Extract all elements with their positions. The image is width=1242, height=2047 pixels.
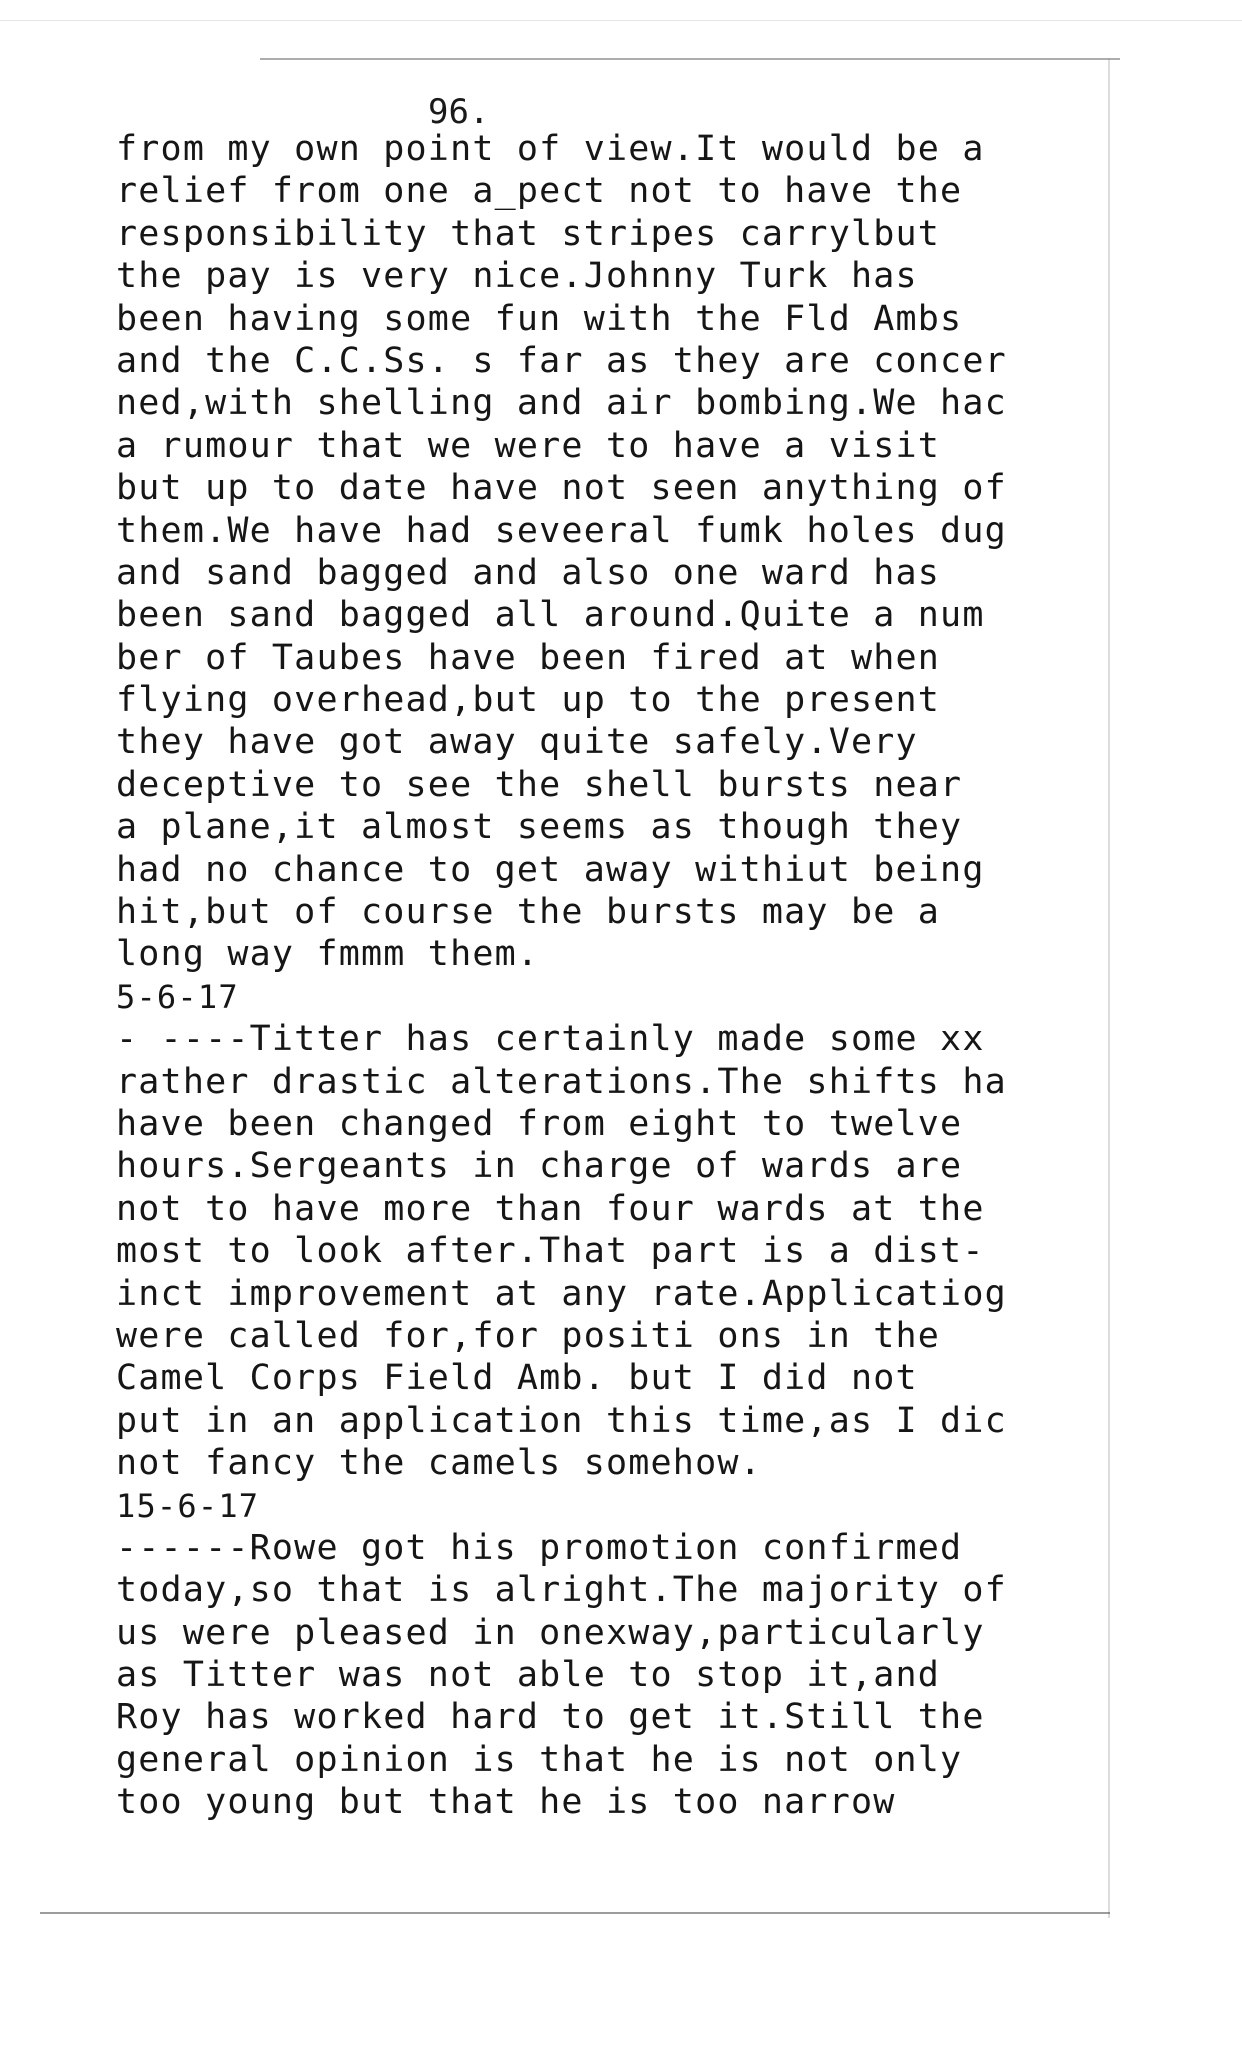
text-line: them.We have had seveeral fumk holes dug	[116, 510, 1007, 551]
text-line: not to have more than four wards at the	[116, 1188, 985, 1229]
text-line: inct improvement at any rate.Applicatiog	[116, 1273, 1007, 1314]
text-line: and the C.C.Ss. s far as they are concer	[116, 340, 1007, 381]
text-line: hit,but of course the bursts may be a	[116, 892, 941, 933]
text-line: Roy has worked hard to get it.Still the	[116, 1697, 985, 1738]
text-line: a rumour that we were to have a visit	[116, 425, 941, 466]
text-line: responsibility that stripes carrylbut	[116, 213, 941, 254]
text-line: us were pleased in onexway,particularly	[116, 1612, 985, 1653]
page-edge-right	[1108, 58, 1110, 1918]
scan-edge-top-faint	[0, 20, 1242, 21]
text-line: - ----Titter has certainly made some xx	[116, 1019, 985, 1060]
typewritten-text	[116, 128, 1096, 1824]
text-line: from my own point of view.It would be a	[116, 129, 985, 169]
date-heading: 15-6-17	[116, 1486, 260, 1525]
text-line: ------Rowe got his promotion confirmed	[116, 1527, 963, 1568]
page-number: 96.	[428, 92, 490, 132]
page-edge-bottom	[40, 1912, 1110, 1914]
text-line: most to look after.That part is a dist-	[116, 1231, 985, 1272]
text-line: ber of Taubes have been fired at when	[116, 637, 941, 678]
text-line: relief from one a_pect not to have the	[116, 171, 963, 212]
page-edge-top	[260, 58, 1120, 60]
text-line: deceptive to see the shell bursts near	[116, 764, 963, 805]
text-line: general opinion is that he is not only	[116, 1739, 963, 1780]
text-line: today,so that is alright.The majority of	[116, 1570, 1007, 1611]
text-line: ned,with shelling and air bombing.We hac	[116, 383, 1007, 424]
text-line: been sand bagged all around.Quite a num	[116, 595, 985, 636]
text-line: Camel Corps Field Amb. but I did not	[116, 1358, 918, 1399]
text-line: been having some fun with the Fld Ambs	[116, 298, 963, 339]
text-line: were called for,for positi ons in the	[116, 1315, 941, 1356]
text-line: long way fmmm them.	[116, 934, 540, 975]
text-line: the pay is very nice.Johnny Turk has	[116, 256, 918, 297]
text-line: flying overhead,but up to the present	[116, 680, 941, 721]
text-line: they have got away quite safely.Very	[116, 722, 918, 763]
text-line: too young but that he is too narrow	[116, 1782, 896, 1823]
text-line: have been changed from eight to twelve	[116, 1103, 963, 1144]
text-line: as Titter was not able to stop it,and	[116, 1655, 941, 1696]
text-line: put in an application this time,as I dic	[116, 1400, 1007, 1441]
text-line: a plane,it almost seems as though they	[116, 807, 963, 848]
text-line: hours.Sergeants in charge of wards are	[116, 1146, 963, 1187]
text-line: but up to date have not seen anything of	[116, 468, 1007, 509]
text-line: and sand bagged and also one ward has	[116, 552, 941, 593]
text-line: had no chance to get away withiut being	[116, 849, 985, 890]
text-line: not fancy the camels somehow.	[116, 1443, 762, 1484]
text-line: rather drastic alterations.The shifts ha	[116, 1061, 1007, 1102]
date-heading: 5-6-17	[116, 977, 239, 1016]
